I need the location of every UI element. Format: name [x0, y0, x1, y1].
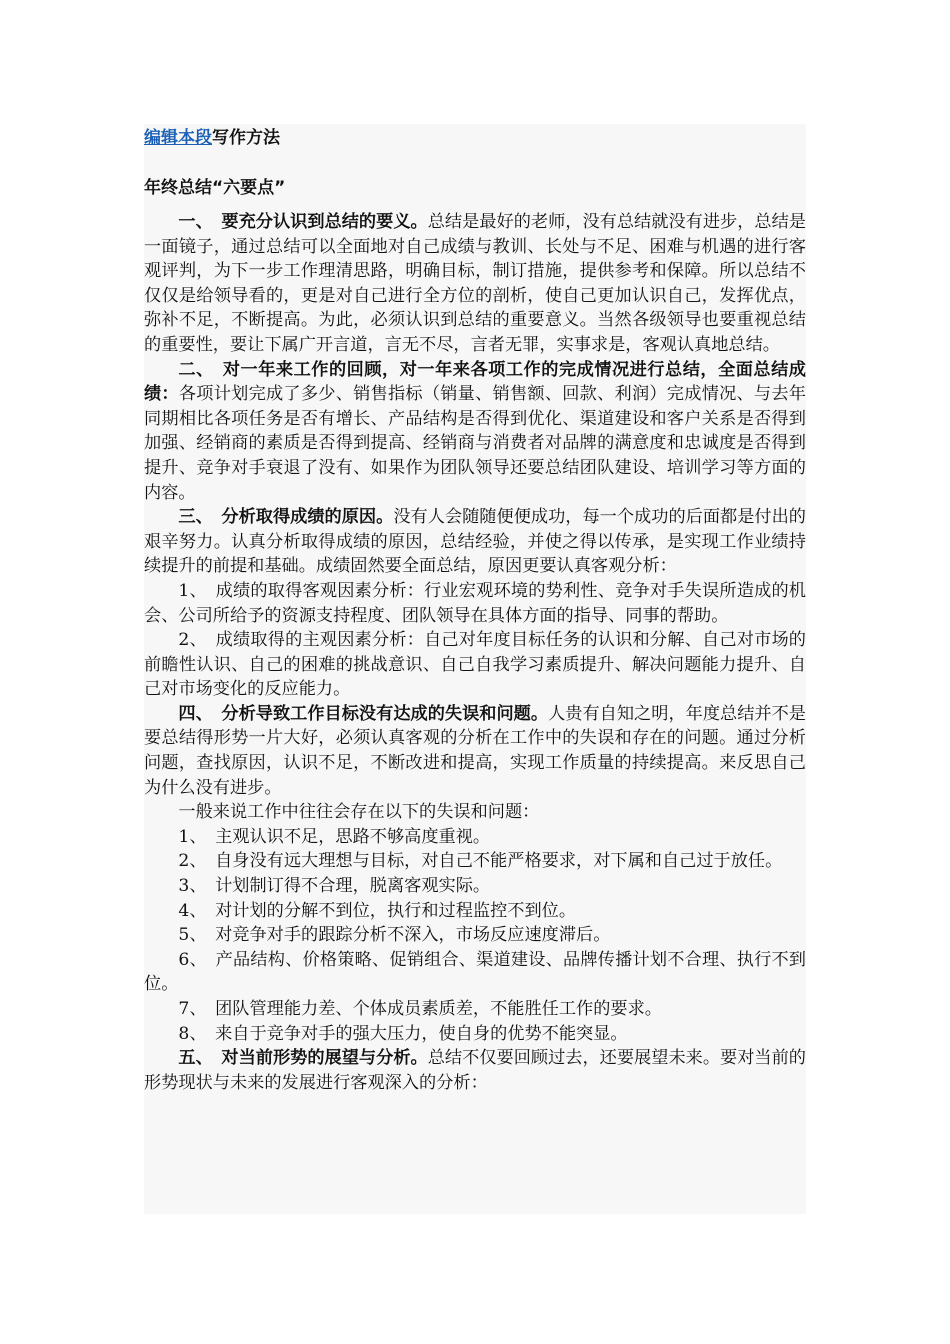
paragraph-text: 人贵有自知之明，年度总结并不是要总结得形势一片大好，必须认真客观的分析在工作中的失误和存在的问题。通过分析问题，查找原因，认识不足，不断改进和提高，实现工作质量的持续提高。来反思自己为什么没有进步。: [144, 703, 806, 798]
list-item-text: 7、 团队管理能力差、个体成员素质差，不能胜任工作的要求。: [178, 999, 662, 1019]
edit-section-link[interactable]: 编辑本段: [144, 128, 212, 148]
paragraph-text: 1、 成绩的取得客观因素分析：行业宏观环境的势利性、竞争对手失误所造成的机会、公司所给予的资源支持程度、团队领导在具体方面的指导、同事的帮助。: [144, 580, 806, 626]
article-title: 年终总结“六要点”: [144, 178, 286, 198]
list-item: [144, 849, 806, 874]
paragraph: [144, 505, 806, 579]
paragraph-text: 总结是最好的老师，没有总结就没有进步，总结是一面镜子，通过总结可以全面地对自己成绩与教训、长处与不足、困难与机遇的进行客观评判，为下一步工作理清思路，明确目标，制订措施，提供参考和保障。所以总结不仅仅是给领导看的，更是对自己进行全方位的剖析，使自己更加认识自己，发挥优点，弥补不足，不断提高。为此，必须认识到总结的重要意义。当然各级领导也要重视总结的重要性，要让下属广开言道，言无不尽，言者无罪，实事求是，客观认真地总结。: [144, 212, 806, 355]
list-item-text: 2、 自身没有远大理想与目标，对自己不能严格要求，对下属和自己过于放任。: [178, 851, 783, 872]
paragraph-lead: 一、 要充分认识到总结的要义。: [178, 212, 428, 232]
paragraph-lead: 四、 分析导致工作目标没有达成的失误和问题。: [178, 703, 549, 724]
paragraph-text: 没有人会随随便便成功，每一个成功的后面都是付出的艰辛努力。认真分析取得成绩的原因，总结经验，并使之得以传承，是实现工作业绩持续提升的前提和基础。成绩固然要全面总结，原因更要认真客观分析：: [144, 507, 806, 577]
paragraph: [144, 800, 806, 825]
section-heading: [144, 126, 806, 152]
list-item: [144, 948, 806, 997]
paragraph: [144, 579, 806, 628]
article-body: [144, 124, 806, 1095]
list-item: [144, 825, 806, 850]
list-item: [144, 874, 806, 899]
list-item-text: 1、 主观认识不足，思路不够高度重视。: [178, 826, 491, 847]
section-heading-text: 写作方法: [212, 128, 280, 148]
paragraph-lead: 五、 对当前形势的展望与分析。: [178, 1048, 428, 1069]
list-item: [144, 1022, 806, 1047]
list-item: [144, 923, 806, 948]
list-item: [144, 899, 806, 924]
paragraph-text: 各项计划完成了多少、销售指标（销量、销售额、回款、利润）完成情况、与去年同期相比各项任务是否有增长、产品结构是否得到优化、渠道建设和客户关系是否得到加强、经销商的素质是否得到提高、经销商与消费者对品牌的满意度和忠诚度是否得到提升、竞争对手衰退了没有、如果作为团队领导还要总结团队建设、培训学习等方面的内容。: [144, 384, 806, 503]
list-item-text: 4、 对计划的分解不到位，执行和过程监控不到位。: [178, 900, 577, 921]
list-item-text: 3、 计划制订得不合理，脱离客观实际。: [178, 876, 491, 897]
paragraph: [144, 628, 806, 702]
paragraph-lead: 二、 对一年来工作的回顾，对一年来各项工作的完成情况进行总结，全面总结成绩：: [144, 359, 806, 405]
paragraph-lead: 三、 分析取得成绩的原因。: [178, 507, 394, 528]
list-item-text: 8、 来自于竞争对手的强大压力，使自身的优势不能突显。: [178, 1023, 628, 1044]
paragraph-text: 总结不仅要回顾过去，还要展望未来。要对当前的形势现状与未来的发展进行客观深入的分析：: [144, 1048, 806, 1093]
paragraph: [144, 1046, 806, 1095]
list-item: [144, 997, 806, 1022]
paragraph: [144, 358, 806, 506]
paragraph: [144, 210, 806, 358]
paragraph-text: 2、 成绩取得的主观因素分析：自己对年度目标任务的认识和分解、自己对市场的前瞻性认识、自己的困难的挑战意识、自己自我学习素质提升、解决问题能力提升、自己对市场变化的反应能力。: [144, 630, 806, 700]
list-item-text: 5、 对竞争对手的跟踪分析不深入，市场反应速度滞后。: [178, 925, 611, 946]
paragraph: [144, 702, 806, 800]
list-item-text: 6、 产品结构、价格策略、促销组合、渠道建设、品牌传播计划不合理、执行不到位。: [144, 949, 806, 995]
paragraph-text: 一般来说工作中往往会存在以下的失误和问题：: [178, 802, 540, 823]
